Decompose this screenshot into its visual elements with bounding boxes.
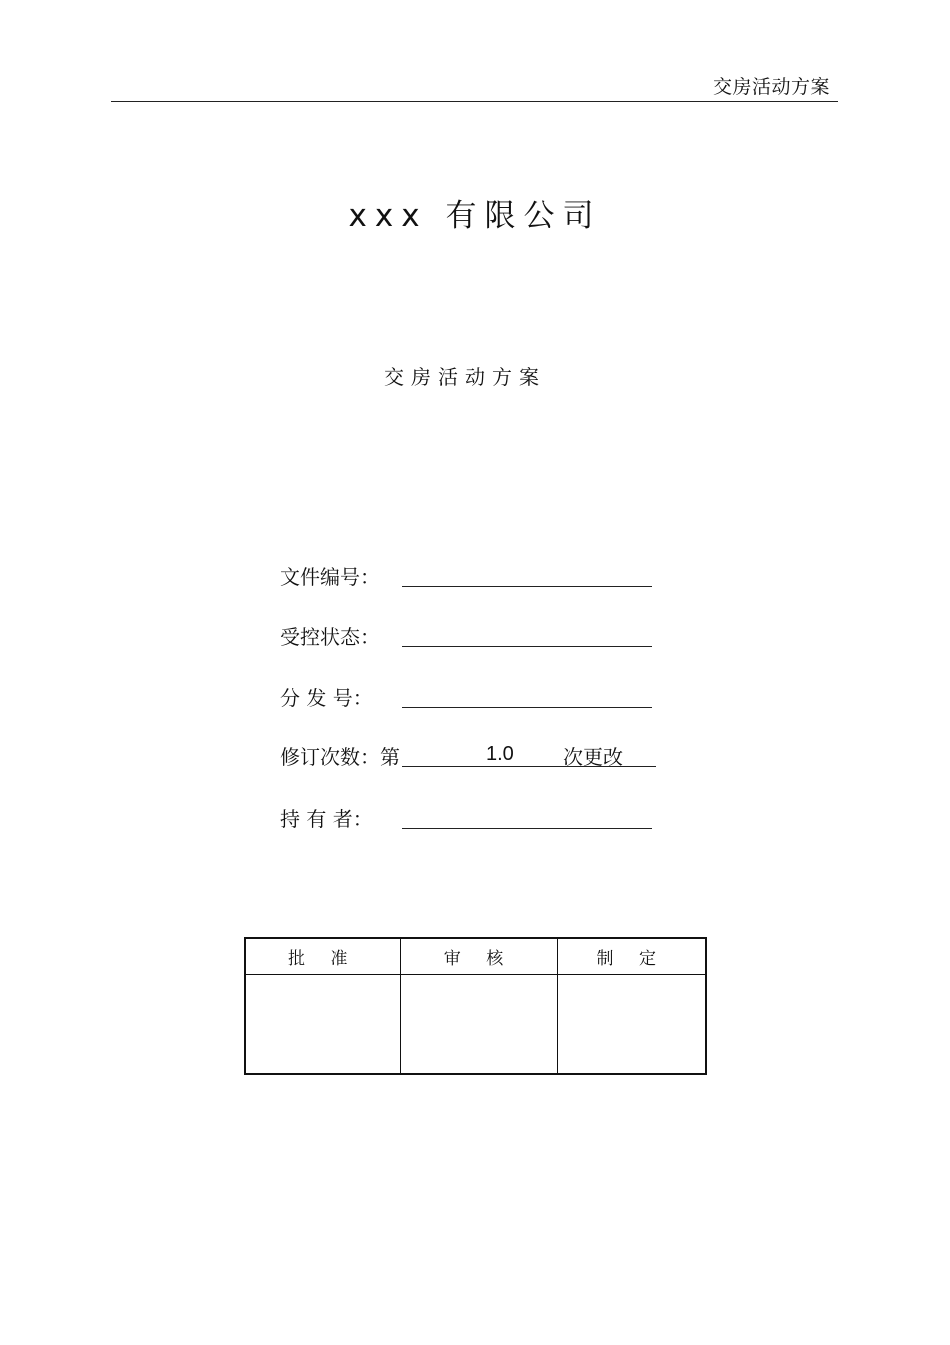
header-review: 审 核 (400, 938, 557, 975)
prepare-signature-cell[interactable] (557, 975, 706, 1075)
field-label: 受控状态： (280, 625, 380, 649)
document-title: 交房活动方案 (384, 365, 546, 389)
blank-line (402, 766, 656, 767)
blank-line[interactable] (402, 707, 652, 708)
blank-line[interactable] (402, 586, 652, 587)
field-label: 分 发 号： (280, 686, 373, 710)
running-header: 交房活动方案 (712, 76, 830, 98)
header-prepare: 制 定 (557, 938, 706, 975)
field-label: 持 有 者： (280, 807, 373, 831)
company-name: xxx 有限公司 (348, 198, 602, 234)
header-rule (111, 101, 838, 102)
table-header-row (245, 938, 706, 975)
revision-label: 修订次数：第 (280, 745, 400, 769)
revision-suffix: 次更改 (563, 745, 623, 769)
field-label: 文件编号： (280, 565, 380, 589)
approval-table (244, 937, 707, 1075)
approve-signature-cell[interactable] (245, 975, 400, 1075)
blank-line[interactable] (402, 646, 652, 647)
revision-number[interactable]: 1.0 (486, 743, 514, 765)
review-signature-cell[interactable] (400, 975, 557, 1075)
header-approve: 批 准 (245, 938, 400, 975)
blank-line[interactable] (402, 828, 652, 829)
table-row (245, 975, 706, 1075)
